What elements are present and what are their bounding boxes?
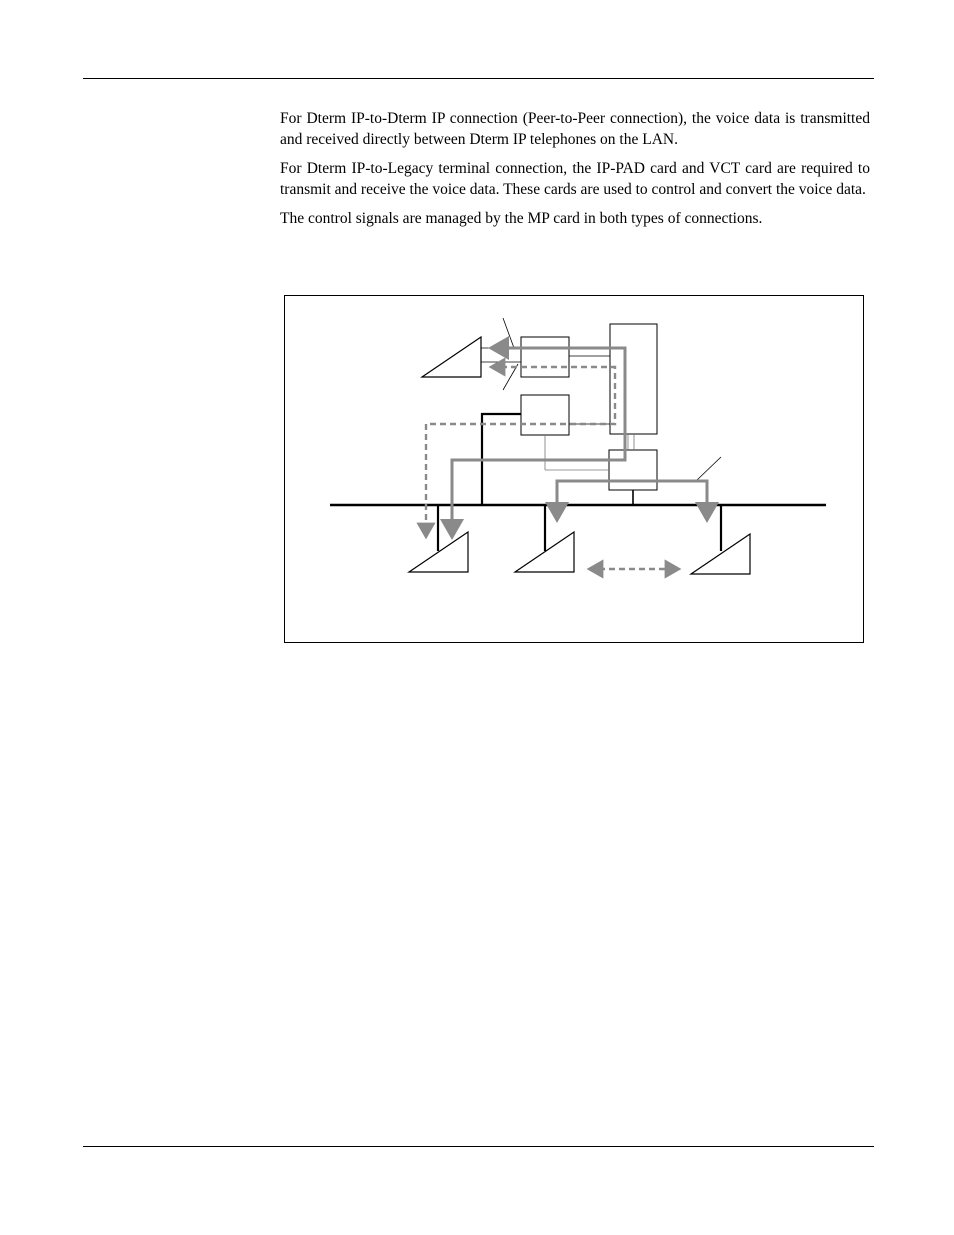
line-card-box (521, 337, 569, 377)
body-text (280, 108, 870, 237)
paragraph-legacy-connection: For Dterm IP-to-Legacy terminal connection, the IP-PAD card and VCT card are required to transmit and receive the voice data. These cards are used to control and convert the voice data. (280, 160, 870, 198)
vct-card-box (609, 450, 657, 490)
connection-diagram (284, 295, 864, 643)
legacy-terminal-icon (422, 337, 481, 377)
paragraph-peer-to-peer: For Dterm IP-to-Dterm IP connection (Peer-to-Peer connection), the voice data is transmitted and received directly between Dterm IP telephones on the LAN. (280, 110, 870, 148)
diagram-canvas (285, 296, 865, 644)
label-leader-top (503, 318, 514, 348)
mp-card-box (610, 324, 657, 434)
paragraph-control-signals: The control signals are managed by the MP card in both types of connections. (280, 210, 763, 227)
header-rule (83, 78, 874, 79)
ip-pad-card-box (521, 395, 569, 435)
label-leader-right (697, 457, 721, 480)
control-path-mp (426, 367, 615, 537)
footer-rule (83, 1146, 874, 1147)
